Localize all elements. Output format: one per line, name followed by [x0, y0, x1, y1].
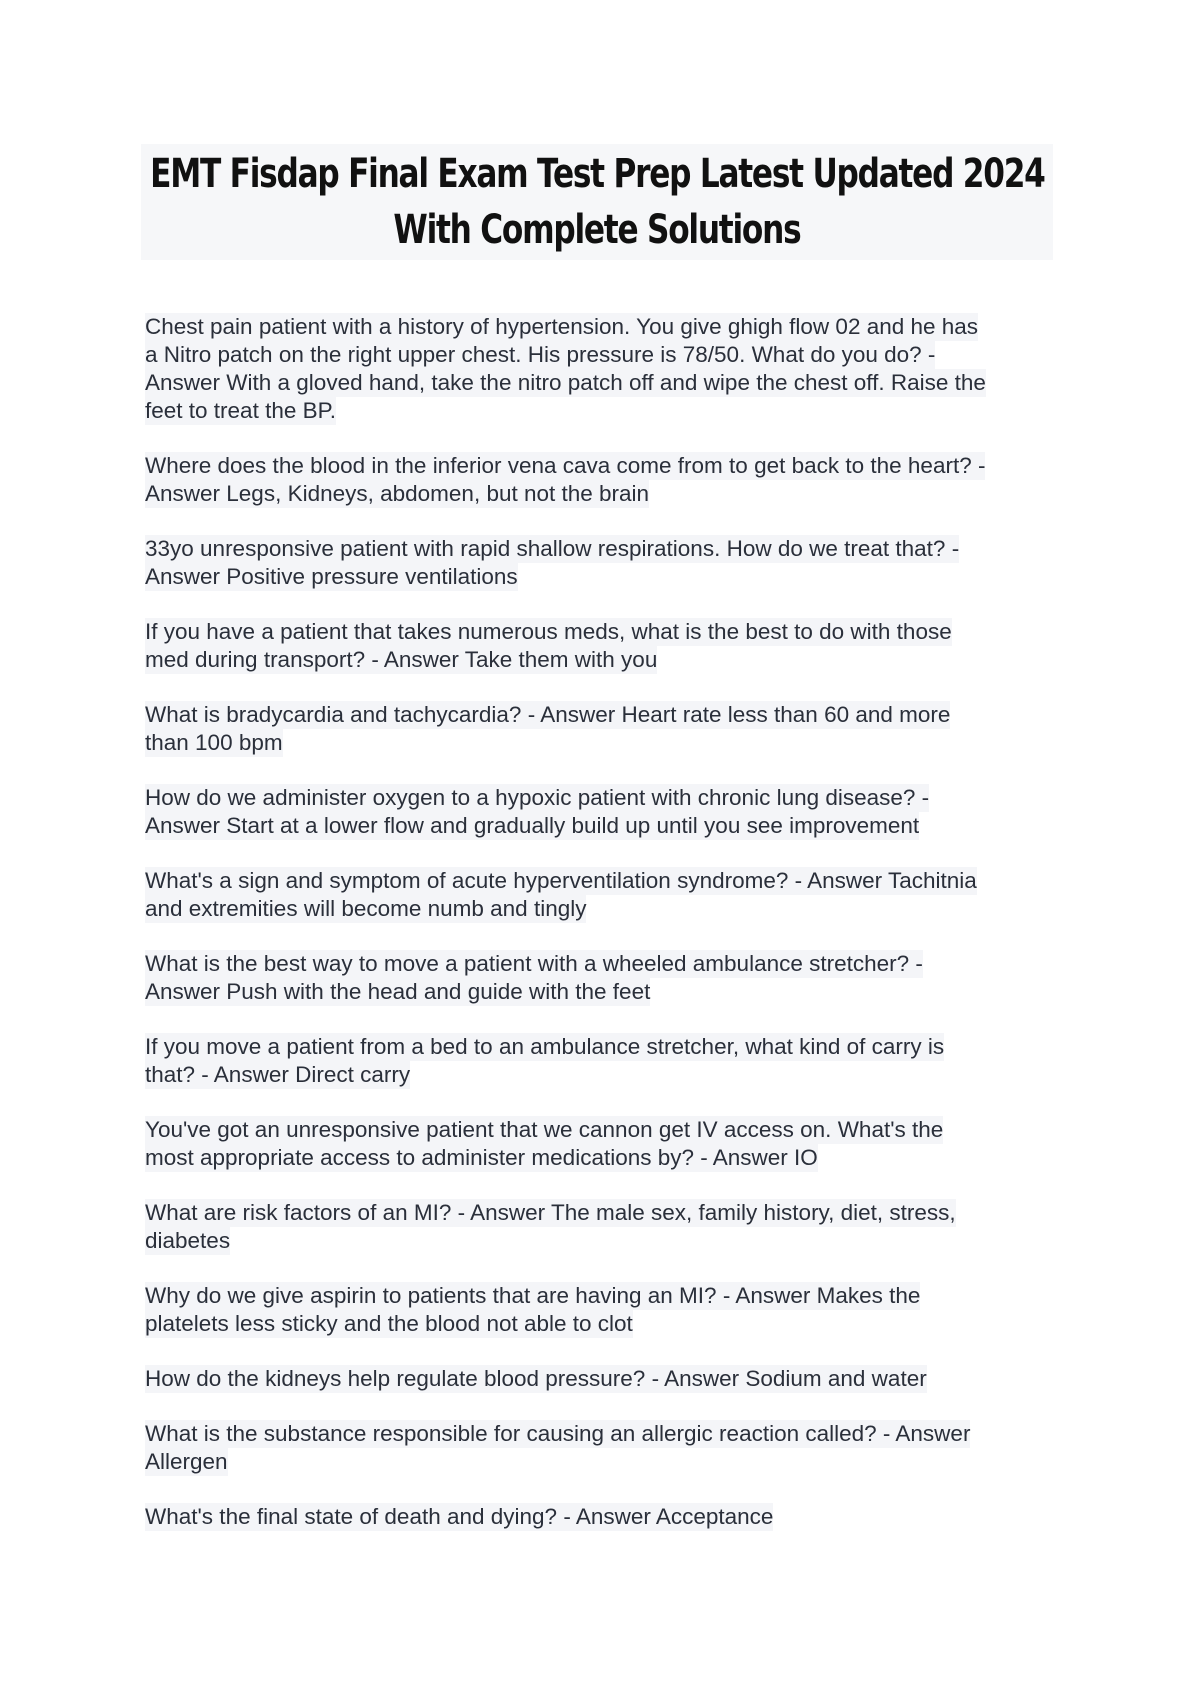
- qa-block: [145, 1282, 1055, 1338]
- qa-line: How do the kidneys help regulate blood pressure? - Answer Sodium and water: [145, 1366, 927, 1391]
- qa-line: that? - Answer Direct carry: [145, 1062, 411, 1087]
- qa-block: [145, 950, 1055, 1006]
- qa-block: [145, 1199, 1055, 1255]
- qa-line: Why do we give aspirin to patients that are having an MI? - Answer Makes the: [145, 1283, 921, 1308]
- qa-line: What's a sign and symptom of acute hyperventilation syndrome? - Answer Tachitnia: [145, 868, 977, 893]
- qa-line: a Nitro patch on the right upper chest. His pressure is 78/50. What do you do? -: [145, 342, 936, 367]
- title-line-1: EMT Fisdap Final Exam Test Prep Latest Updated 2024: [149, 151, 1045, 197]
- qa-line: Answer Start at a lower flow and gradually build up until you see improvement: [145, 813, 920, 838]
- qa-block: [145, 867, 1055, 923]
- qa-block: [145, 313, 1055, 425]
- qa-line: Answer Push with the head and guide with the feet: [145, 979, 651, 1004]
- qa-line: How do we administer oxygen to a hypoxic patient with chronic lung disease? -: [145, 785, 930, 810]
- qa-line: than 100 bpm: [145, 730, 283, 755]
- qa-line: feet to treat the BP.: [145, 398, 336, 423]
- qa-line: Chest pain patient with a history of hypertension. You give ghigh flow 02 and he has: [145, 314, 979, 339]
- qa-block: [145, 452, 1055, 508]
- qa-line: Answer With a gloved hand, take the nitro patch off and wipe the chest off. Raise the: [145, 370, 986, 395]
- document-title: [141, 144, 1053, 260]
- qa-list: [145, 313, 1055, 1558]
- qa-block: [145, 1033, 1055, 1089]
- qa-line: platelets less sticky and the blood not able to clot: [145, 1311, 633, 1336]
- qa-line: What is bradycardia and tachycardia? - Answer Heart rate less than 60 and more: [145, 702, 951, 727]
- qa-line: diabetes: [145, 1228, 231, 1253]
- qa-line: 33yo unresponsive patient with rapid shallow respirations. How do we treat that? -: [145, 536, 960, 561]
- qa-block: [145, 784, 1055, 840]
- qa-line: What's the final state of death and dying? - Answer Acceptance: [145, 1504, 774, 1529]
- qa-line: What is the best way to move a patient with a wheeled ambulance stretcher? -: [145, 951, 923, 976]
- qa-line: and extremities will become numb and tingly: [145, 896, 587, 921]
- qa-block: [145, 701, 1055, 757]
- qa-line: You've got an unresponsive patient that we cannon get IV access on. What's the: [145, 1117, 944, 1142]
- qa-line: med during transport? - Answer Take them with you: [145, 647, 658, 672]
- qa-line: Answer Positive pressure ventilations: [145, 564, 518, 589]
- qa-block: [145, 1420, 1055, 1476]
- title-line-2: With Complete Solutions: [393, 207, 801, 253]
- qa-line: most appropriate access to administer medications by? - Answer IO: [145, 1145, 818, 1170]
- qa-line: If you have a patient that takes numerous meds, what is the best to do with those: [145, 619, 952, 644]
- qa-block: [145, 618, 1055, 674]
- qa-line: If you move a patient from a bed to an ambulance stretcher, what kind of carry is: [145, 1034, 945, 1059]
- qa-line: Where does the blood in the inferior vena cava come from to get back to the heart? -: [145, 453, 986, 478]
- qa-line: Allergen: [145, 1449, 228, 1474]
- qa-line: What is the substance responsible for causing an allergic reaction called? - Answer: [145, 1421, 971, 1446]
- qa-line: What are risk factors of an MI? - Answer The male sex, family history, diet, stress,: [145, 1200, 956, 1225]
- qa-block: [145, 1365, 1055, 1393]
- qa-line: Answer Legs, Kidneys, abdomen, but not the brain: [145, 481, 650, 506]
- qa-block: [145, 535, 1055, 591]
- qa-block: [145, 1503, 1055, 1531]
- qa-block: [145, 1116, 1055, 1172]
